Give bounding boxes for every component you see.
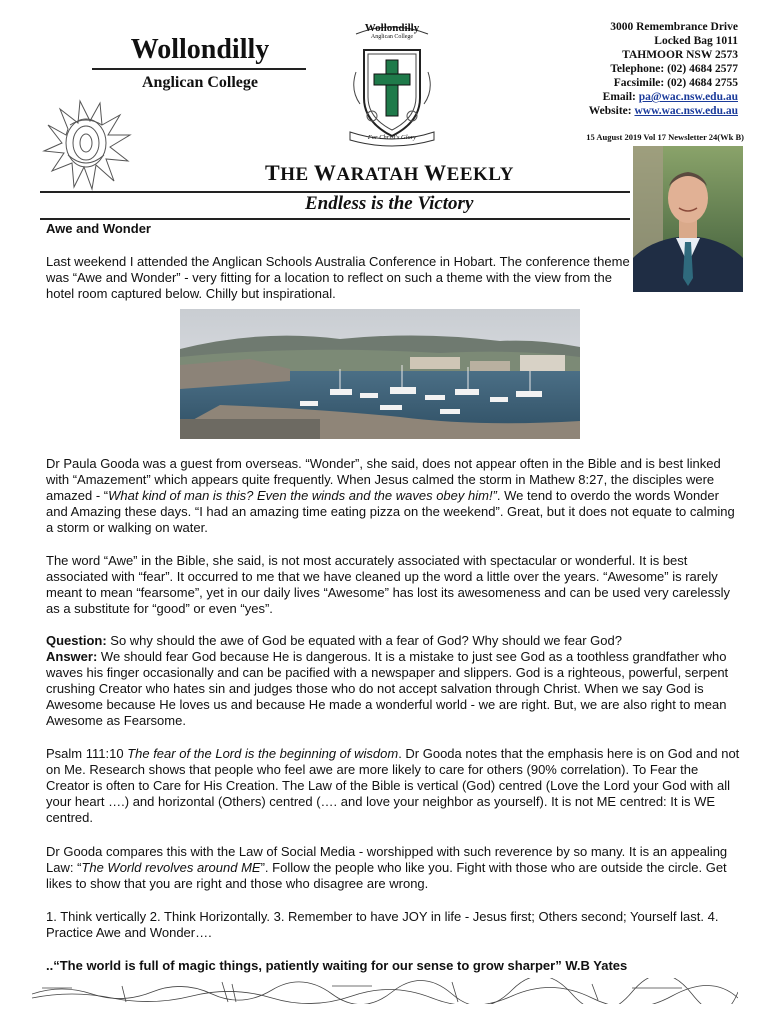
masthead-w2: W — [424, 160, 447, 185]
answer-label: Answer: — [46, 649, 98, 664]
college-subtitle: Anglican College — [142, 74, 258, 91]
tagline-rule — [40, 218, 630, 220]
paragraph-wonder — [46, 456, 743, 536]
waratah-logo — [40, 95, 132, 195]
facsimile: Facsimile: (02) 4684 2755 — [613, 77, 738, 89]
masthead-eekly: EEKLY — [446, 164, 514, 185]
paragraph-psalm — [46, 746, 743, 826]
paragraph-social-media — [46, 844, 743, 892]
paragraph-social-b: ”. Follow the people who like you. Fight with those who are outside the circle. Get likes to show that you are right and those who disagree are wrong. — [46, 860, 727, 891]
hobart-harbour-photo — [180, 309, 580, 439]
footer-decoration — [32, 978, 738, 1004]
paragraph-intro: Last weekend I attended the Anglican Schools Australia Conference in Hobart. The conference theme was “Awe and Wonder” - very fitting for a location to reflect on such a theme with the view from the hotel room captured below. Chilly but inspirational. — [46, 254, 630, 301]
crest-motto: For Christ's Glory — [367, 134, 417, 141]
issue-info: 15 August 2019 Vol 17 Newsletter 24(Wk B) — [586, 132, 744, 142]
paragraph-social-quote: The World revolves around ME — [81, 860, 261, 875]
question-label: Question: — [46, 633, 107, 648]
email-link[interactable]: pa@wac.nsw.edu.au — [638, 91, 738, 103]
address-street: 3000 Remembrance Drive — [610, 21, 738, 33]
website-link[interactable]: www.wac.nsw.edu.au — [634, 105, 738, 117]
college-name-rule — [92, 68, 306, 70]
masthead-he: HE — [280, 164, 314, 185]
crest-subtitle: Anglican College — [370, 34, 414, 40]
paragraph-psalm-quote: The fear of the Lord is the beginning of wisdom — [127, 746, 399, 761]
masthead-w: W — [313, 160, 337, 185]
paragraph-wonder-b: . We tend to overdo the words Wonder and Amazing these days. “I had an amazing time eating pizza on the weekend”. Great, but it does not equate to calming a storm or walking on water. — [46, 488, 735, 535]
college-name: Wollondilly — [130, 34, 270, 65]
paragraph-psalm-b: . Dr Gooda notes that the emphasis here is on God and not on Me. Research shows that people who feel awe are more likely to care for others (90% correlation). To Fear the Creator is often to Care for His Creation. The Law of the Bible is vertical (God) centred (Love the Lord your God with all your heart ….) and horizontal (Others) centred (…. and love your neighbor as yourself). It is not ME centred: It is WE centred. — [46, 746, 740, 825]
masthead-t: T — [265, 160, 281, 185]
paragraph-psalm-a: Psalm 111:10 — [46, 746, 128, 761]
paragraph-question-answer — [46, 633, 743, 729]
telephone: Telephone: (02) 4684 2577 — [610, 63, 738, 75]
answer-text: We should fear God because He is dangerous. It is a mistake to just see God as a toothless grandfather who waves his finger occasionally and can be pacified with a newspaper and slippers. God is a righteous, powerful, serpent crushing Creator who hates sin and judges those who do not accept salvation through Christ. When we say God is Awesome because He loves us and because He made a wonderful world - we are right. But, we are also right to mean Awesome as Fearsome. — [46, 649, 729, 728]
paragraph-wonder-quote: What kind of man is this? Even the winds and the waves obey him!” — [108, 488, 497, 503]
principal-portrait — [633, 146, 743, 292]
question-text: So why should the awe of God be equated with a fear of God? Why should we fear God? — [106, 633, 622, 648]
closing-quote: ..“The world is full of magic things, patiently waiting for our sense to grow sharper” W.B Yates — [46, 958, 628, 973]
website-label: Website: — [588, 105, 635, 117]
paragraph-wonder-a: Dr Paula Gooda was a guest from overseas. “Wonder”, she said, does not appear often in the Bible and is best linked with “Amazement” which appears quite frequently. When Jesus calmed the storm in Mathew 8:27, the disciples were amazed - “ — [46, 456, 721, 503]
article-title: Awe and Wonder — [46, 221, 151, 236]
paragraph-social-a: Dr Gooda compares this with the Law of Social Media - worshipped with such reverence by so many. It is an appealing Law: “ — [46, 844, 728, 875]
paragraph-awe: The word “Awe” in the Bible, she said, is not most accurately associated with spectacular or wonderful. It is best associated with “fear”. It occurred to me that we have cleaned up the word a little over the years. “Awesome” is rarely meant to mean “fearsome”, yet in our daily lives “Awesome” has lost its awesomeness and can be used very carelessly as a substitute for “good” or even “yes”. — [46, 553, 731, 616]
address-bag: Locked Bag 1011 — [654, 35, 738, 47]
address-suburb: TAHMOOR NSW 2573 — [622, 49, 738, 61]
email-label: Email: — [602, 91, 639, 103]
newsletter-masthead — [265, 160, 514, 186]
email-line — [589, 90, 738, 104]
tagline: Endless is the Victory — [305, 193, 474, 214]
paragraph-steps: 1. Think vertically 2. Think Horizontally. 3. Remember to have JOY in life - Jesus first; Others second; Yourself last. 4. Practice Awe and Wonder…. — [46, 909, 719, 940]
masthead-aratah: ARATAH — [336, 164, 425, 185]
website-line — [589, 104, 738, 118]
crest-title: Wollondilly — [364, 22, 420, 34]
contact-block — [589, 20, 738, 118]
